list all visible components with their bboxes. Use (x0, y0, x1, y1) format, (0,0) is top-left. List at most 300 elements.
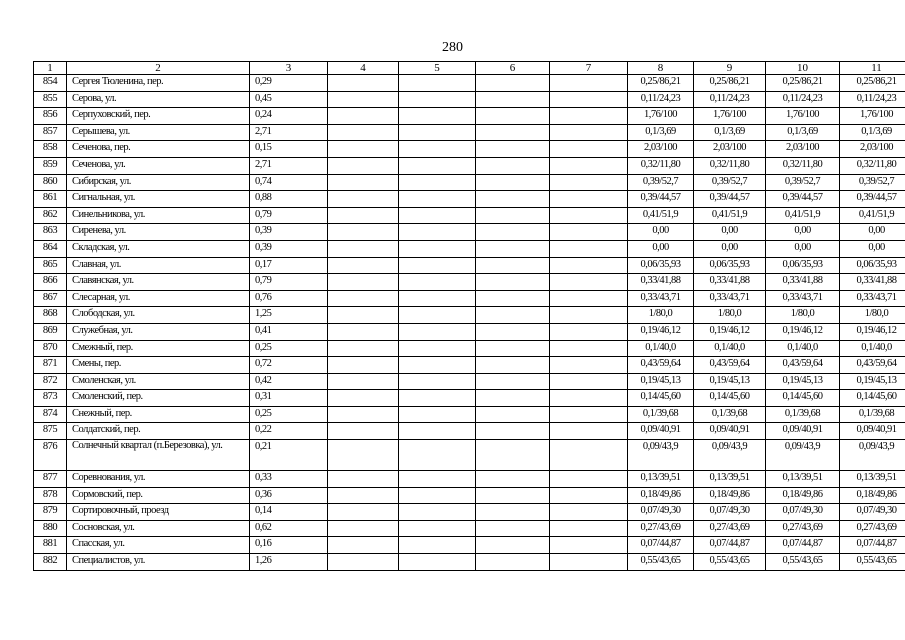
column-header-2: 2 (67, 62, 250, 75)
empty-cell-col-6 (476, 554, 550, 571)
empty-cell-col-7 (550, 340, 628, 357)
empty-cell-col-4 (328, 390, 399, 407)
empty-cell-col-6 (476, 520, 550, 537)
empty-cell-col-7 (550, 240, 628, 257)
table-row (34, 406, 905, 423)
empty-cell-col-7 (550, 307, 628, 324)
empty-cell-col-5 (399, 406, 476, 423)
empty-cell-col-6 (476, 224, 550, 241)
value-col-11: 0,19/45,13 (840, 373, 905, 390)
value-col-11: 0,00 (840, 224, 905, 241)
empty-cell-col-4 (328, 274, 399, 291)
empty-cell-col-7 (550, 257, 628, 274)
empty-cell-col-5 (399, 423, 476, 440)
empty-cell-col-4 (328, 224, 399, 241)
table-row (34, 157, 905, 174)
value-col-10: 0,1/39,68 (766, 406, 840, 423)
street-name: Сормовский, пер. (67, 487, 250, 504)
street-name: Слесарная, ул. (67, 290, 250, 307)
value-col-9: 0,07/49,30 (694, 504, 766, 521)
row-number: 872 (34, 373, 67, 390)
length-value: 0,25 (250, 406, 328, 423)
table-row (34, 257, 905, 274)
empty-cell-col-7 (550, 157, 628, 174)
row-number: 871 (34, 357, 67, 374)
street-name: Снежный, пер. (67, 406, 250, 423)
empty-cell-col-4 (328, 290, 399, 307)
table-row (34, 274, 905, 291)
empty-cell-col-5 (399, 257, 476, 274)
empty-cell-col-6 (476, 274, 550, 291)
table-row (34, 323, 905, 340)
empty-cell-col-5 (399, 124, 476, 141)
row-number: 856 (34, 108, 67, 125)
empty-cell-col-4 (328, 340, 399, 357)
length-value: 0,25 (250, 340, 328, 357)
row-number: 878 (34, 487, 67, 504)
row-number: 880 (34, 520, 67, 537)
value-col-9: 1,76/100 (694, 108, 766, 125)
empty-cell-col-6 (476, 207, 550, 224)
table-row (34, 124, 905, 141)
empty-cell-col-5 (399, 108, 476, 125)
empty-cell-col-4 (328, 307, 399, 324)
value-col-8: 0,19/45,13 (628, 373, 694, 390)
length-value: 0,88 (250, 191, 328, 208)
table-row (34, 471, 905, 488)
value-col-10: 0,33/43,71 (766, 290, 840, 307)
value-col-11: 0,06/35,93 (840, 257, 905, 274)
value-col-9: 0,39/44,57 (694, 191, 766, 208)
empty-cell-col-5 (399, 224, 476, 241)
empty-cell-col-6 (476, 504, 550, 521)
value-col-11: 0,39/52,7 (840, 174, 905, 191)
empty-cell-col-7 (550, 224, 628, 241)
street-name: Специалистов, ул. (67, 554, 250, 571)
table-row (34, 440, 905, 471)
length-value: 0,29 (250, 75, 328, 92)
empty-cell-col-6 (476, 191, 550, 208)
value-col-11: 0,18/49,86 (840, 487, 905, 504)
empty-cell-col-4 (328, 504, 399, 521)
value-col-9: 0,07/44,87 (694, 537, 766, 554)
value-col-9: 0,11/24,23 (694, 91, 766, 108)
empty-cell-col-5 (399, 537, 476, 554)
value-col-8: 0,18/49,86 (628, 487, 694, 504)
street-name: Сергея Тюленина, пер. (67, 75, 250, 92)
empty-cell-col-4 (328, 520, 399, 537)
length-value: 0,16 (250, 537, 328, 554)
value-col-8: 0,00 (628, 240, 694, 257)
row-number: 858 (34, 141, 67, 158)
empty-cell-col-4 (328, 487, 399, 504)
street-name: Слободская, ул. (67, 307, 250, 324)
streets-table (33, 61, 905, 571)
value-col-10: 0,1/40,0 (766, 340, 840, 357)
column-header-6: 6 (476, 62, 550, 75)
empty-cell-col-6 (476, 440, 550, 471)
empty-cell-col-4 (328, 91, 399, 108)
empty-cell-col-5 (399, 554, 476, 571)
value-col-8: 0,13/39,51 (628, 471, 694, 488)
empty-cell-col-5 (399, 504, 476, 521)
row-number: 854 (34, 75, 67, 92)
empty-cell-col-5 (399, 91, 476, 108)
empty-cell-col-4 (328, 323, 399, 340)
value-col-10: 0,09/43,9 (766, 440, 840, 471)
value-col-8: 0,06/35,93 (628, 257, 694, 274)
value-col-11: 0,27/43,69 (840, 520, 905, 537)
value-col-10: 0,07/49,30 (766, 504, 840, 521)
length-value: 0,39 (250, 240, 328, 257)
value-col-11: 0,33/41,88 (840, 274, 905, 291)
value-col-8: 0,11/24,23 (628, 91, 694, 108)
empty-cell-col-5 (399, 340, 476, 357)
table-row (34, 174, 905, 191)
value-col-11: 0,32/11,80 (840, 157, 905, 174)
empty-cell-col-5 (399, 207, 476, 224)
row-number: 863 (34, 224, 67, 241)
value-col-10: 0,19/45,13 (766, 373, 840, 390)
length-value: 1,25 (250, 307, 328, 324)
value-col-9: 0,00 (694, 224, 766, 241)
value-col-8: 0,33/41,88 (628, 274, 694, 291)
value-col-9: 0,25/86,21 (694, 75, 766, 92)
empty-cell-col-7 (550, 91, 628, 108)
street-name: Смежный, пер. (67, 340, 250, 357)
header-row (34, 62, 905, 75)
empty-cell-col-6 (476, 307, 550, 324)
value-col-8: 0,25/86,21 (628, 75, 694, 92)
length-value: 0,74 (250, 174, 328, 191)
empty-cell-col-4 (328, 357, 399, 374)
length-value: 0,22 (250, 423, 328, 440)
empty-cell-col-7 (550, 75, 628, 92)
value-col-10: 2,03/100 (766, 141, 840, 158)
value-col-9: 0,19/45,13 (694, 373, 766, 390)
value-col-10: 0,06/35,93 (766, 257, 840, 274)
value-col-11: 0,14/45,60 (840, 390, 905, 407)
empty-cell-col-4 (328, 537, 399, 554)
value-col-8: 0,39/44,57 (628, 191, 694, 208)
street-name: Смены, пер. (67, 357, 250, 374)
empty-cell-col-5 (399, 307, 476, 324)
value-col-8: 0,19/46,12 (628, 323, 694, 340)
value-col-8: 0,1/39,68 (628, 406, 694, 423)
value-col-11: 0,19/46,12 (840, 323, 905, 340)
row-number: 857 (34, 124, 67, 141)
empty-cell-col-6 (476, 471, 550, 488)
street-name: Славная, ул. (67, 257, 250, 274)
value-col-8: 0,14/45,60 (628, 390, 694, 407)
value-col-10: 0,18/49,86 (766, 487, 840, 504)
empty-cell-col-7 (550, 554, 628, 571)
length-value: 2,71 (250, 157, 328, 174)
table-row (34, 504, 905, 521)
value-col-9: 0,1/3,69 (694, 124, 766, 141)
empty-cell-col-6 (476, 390, 550, 407)
empty-cell-col-7 (550, 471, 628, 488)
value-col-8: 0,09/40,91 (628, 423, 694, 440)
empty-cell-col-5 (399, 440, 476, 471)
empty-cell-col-6 (476, 537, 550, 554)
value-col-8: 0,07/49,30 (628, 504, 694, 521)
empty-cell-col-5 (399, 191, 476, 208)
value-col-9: 0,27/43,69 (694, 520, 766, 537)
value-col-10: 1/80,0 (766, 307, 840, 324)
street-name: Солнечный квартал (п.Березовка), ул. (67, 440, 250, 471)
value-col-11: 1,76/100 (840, 108, 905, 125)
street-name: Сеченова, ул. (67, 157, 250, 174)
value-col-9: 0,55/43,65 (694, 554, 766, 571)
empty-cell-col-6 (476, 340, 550, 357)
empty-cell-col-7 (550, 191, 628, 208)
empty-cell-col-6 (476, 108, 550, 125)
row-number: 875 (34, 423, 67, 440)
page-number: 280 (442, 40, 463, 55)
value-col-8: 0,00 (628, 224, 694, 241)
column-header-10: 10 (766, 62, 840, 75)
value-col-10: 0,33/41,88 (766, 274, 840, 291)
empty-cell-col-4 (328, 471, 399, 488)
row-number: 867 (34, 290, 67, 307)
value-col-10: 0,39/44,57 (766, 191, 840, 208)
value-col-11: 0,07/49,30 (840, 504, 905, 521)
length-value: 0,79 (250, 274, 328, 291)
value-col-10: 0,19/46,12 (766, 323, 840, 340)
length-value: 0,33 (250, 471, 328, 488)
empty-cell-col-6 (476, 423, 550, 440)
value-col-9: 0,06/35,93 (694, 257, 766, 274)
empty-cell-col-4 (328, 240, 399, 257)
street-name: Складская, ул. (67, 240, 250, 257)
value-col-11: 0,00 (840, 240, 905, 257)
empty-cell-col-7 (550, 440, 628, 471)
length-value: 0,79 (250, 207, 328, 224)
value-col-8: 0,1/40,0 (628, 340, 694, 357)
table-row (34, 240, 905, 257)
length-value: 0,41 (250, 323, 328, 340)
value-col-8: 0,33/43,71 (628, 290, 694, 307)
empty-cell-col-5 (399, 174, 476, 191)
empty-cell-col-6 (476, 91, 550, 108)
empty-cell-col-6 (476, 487, 550, 504)
length-value: 1,26 (250, 554, 328, 571)
row-number: 866 (34, 274, 67, 291)
empty-cell-col-5 (399, 323, 476, 340)
empty-cell-col-5 (399, 240, 476, 257)
empty-cell-col-7 (550, 390, 628, 407)
empty-cell-col-6 (476, 240, 550, 257)
empty-cell-col-7 (550, 520, 628, 537)
value-col-10: 0,13/39,51 (766, 471, 840, 488)
value-col-10: 0,25/86,21 (766, 75, 840, 92)
length-value: 0,45 (250, 91, 328, 108)
table-row (34, 224, 905, 241)
value-col-9: 0,00 (694, 240, 766, 257)
empty-cell-col-5 (399, 75, 476, 92)
table-row (34, 357, 905, 374)
row-number: 874 (34, 406, 67, 423)
value-col-10: 0,55/43,65 (766, 554, 840, 571)
value-col-11: 0,25/86,21 (840, 75, 905, 92)
value-col-9: 0,39/52,7 (694, 174, 766, 191)
value-col-9: 0,1/39,68 (694, 406, 766, 423)
value-col-8: 0,1/3,69 (628, 124, 694, 141)
value-col-9: 0,19/46,12 (694, 323, 766, 340)
value-col-11: 0,39/44,57 (840, 191, 905, 208)
value-col-11: 0,33/43,71 (840, 290, 905, 307)
row-number: 879 (34, 504, 67, 521)
row-number: 873 (34, 390, 67, 407)
street-name: Смоленский, пер. (67, 390, 250, 407)
value-col-8: 1,76/100 (628, 108, 694, 125)
value-col-9: 0,33/43,71 (694, 290, 766, 307)
empty-cell-col-7 (550, 174, 628, 191)
value-col-11: 0,1/40,0 (840, 340, 905, 357)
value-col-9: 0,09/40,91 (694, 423, 766, 440)
empty-cell-col-5 (399, 141, 476, 158)
row-number: 881 (34, 537, 67, 554)
empty-cell-col-6 (476, 373, 550, 390)
column-header-3: 3 (250, 62, 328, 75)
value-col-10: 0,27/43,69 (766, 520, 840, 537)
length-value: 0,24 (250, 108, 328, 125)
column-header-11: 11 (840, 62, 905, 75)
value-col-9: 0,33/41,88 (694, 274, 766, 291)
street-name: Серпуховский, пер. (67, 108, 250, 125)
empty-cell-col-5 (399, 390, 476, 407)
table-row (34, 75, 905, 92)
value-col-10: 0,41/51,9 (766, 207, 840, 224)
empty-cell-col-7 (550, 487, 628, 504)
empty-cell-col-5 (399, 520, 476, 537)
empty-cell-col-4 (328, 191, 399, 208)
value-col-10: 0,14/45,60 (766, 390, 840, 407)
street-name: Сеченова, пер. (67, 141, 250, 158)
empty-cell-col-4 (328, 423, 399, 440)
street-name: Сигнальная, ул. (67, 191, 250, 208)
table-row (34, 207, 905, 224)
table-row (34, 290, 905, 307)
column-header-8: 8 (628, 62, 694, 75)
value-col-10: 0,39/52,7 (766, 174, 840, 191)
row-number: 864 (34, 240, 67, 257)
value-col-11: 0,13/39,51 (840, 471, 905, 488)
street-name: Служебная, ул. (67, 323, 250, 340)
value-col-10: 0,32/11,80 (766, 157, 840, 174)
value-col-9: 1/80,0 (694, 307, 766, 324)
empty-cell-col-7 (550, 207, 628, 224)
length-value: 0,31 (250, 390, 328, 407)
street-name: Сортировочный, проезд (67, 504, 250, 521)
row-number: 869 (34, 323, 67, 340)
empty-cell-col-7 (550, 124, 628, 141)
value-col-8: 0,32/11,80 (628, 157, 694, 174)
value-col-9: 0,18/49,86 (694, 487, 766, 504)
empty-cell-col-5 (399, 357, 476, 374)
empty-cell-col-4 (328, 174, 399, 191)
row-number: 868 (34, 307, 67, 324)
row-number: 870 (34, 340, 67, 357)
value-col-11: 0,41/51,9 (840, 207, 905, 224)
empty-cell-col-6 (476, 75, 550, 92)
row-number: 861 (34, 191, 67, 208)
value-col-8: 0,41/51,9 (628, 207, 694, 224)
row-number: 862 (34, 207, 67, 224)
empty-cell-col-6 (476, 406, 550, 423)
street-name: Славянская, ул. (67, 274, 250, 291)
value-col-10: 0,09/40,91 (766, 423, 840, 440)
row-number: 876 (34, 440, 67, 471)
value-col-10: 0,07/44,87 (766, 537, 840, 554)
table-row (34, 423, 905, 440)
table-row (34, 554, 905, 571)
table-row (34, 91, 905, 108)
empty-cell-col-6 (476, 174, 550, 191)
value-col-10: 0,1/3,69 (766, 124, 840, 141)
length-value: 0,21 (250, 440, 328, 471)
empty-cell-col-5 (399, 274, 476, 291)
value-col-8: 2,03/100 (628, 141, 694, 158)
street-name: Сибирская, ул. (67, 174, 250, 191)
table-row (34, 141, 905, 158)
table-row (34, 520, 905, 537)
value-col-8: 0,27/43,69 (628, 520, 694, 537)
value-col-8: 0,07/44,87 (628, 537, 694, 554)
value-col-9: 0,09/43,9 (694, 440, 766, 471)
value-col-11: 0,55/43,65 (840, 554, 905, 571)
column-header-5: 5 (399, 62, 476, 75)
value-col-11: 0,11/24,23 (840, 91, 905, 108)
street-name: Соревнования, ул. (67, 471, 250, 488)
empty-cell-col-7 (550, 290, 628, 307)
value-col-8: 0,43/59,64 (628, 357, 694, 374)
empty-cell-col-7 (550, 537, 628, 554)
value-col-8: 0,55/43,65 (628, 554, 694, 571)
value-col-10: 0,00 (766, 240, 840, 257)
empty-cell-col-4 (328, 124, 399, 141)
value-col-11: 0,1/3,69 (840, 124, 905, 141)
row-number: 859 (34, 157, 67, 174)
row-number: 877 (34, 471, 67, 488)
value-col-8: 0,39/52,7 (628, 174, 694, 191)
empty-cell-col-6 (476, 357, 550, 374)
empty-cell-col-7 (550, 108, 628, 125)
value-col-11: 2,03/100 (840, 141, 905, 158)
length-value: 0,39 (250, 224, 328, 241)
empty-cell-col-4 (328, 440, 399, 471)
table-row (34, 108, 905, 125)
street-name: Серышева, ул. (67, 124, 250, 141)
empty-cell-col-4 (328, 406, 399, 423)
street-name: Серова, ул. (67, 91, 250, 108)
empty-cell-col-7 (550, 274, 628, 291)
empty-cell-col-4 (328, 141, 399, 158)
empty-cell-col-6 (476, 124, 550, 141)
empty-cell-col-6 (476, 257, 550, 274)
empty-cell-col-4 (328, 257, 399, 274)
empty-cell-col-6 (476, 290, 550, 307)
value-col-9: 2,03/100 (694, 141, 766, 158)
empty-cell-col-4 (328, 108, 399, 125)
empty-cell-col-7 (550, 141, 628, 158)
value-col-11: 0,43/59,64 (840, 357, 905, 374)
value-col-9: 0,14/45,60 (694, 390, 766, 407)
value-col-10: 1,76/100 (766, 108, 840, 125)
length-value: 0,14 (250, 504, 328, 521)
value-col-8: 0,09/43,9 (628, 440, 694, 471)
